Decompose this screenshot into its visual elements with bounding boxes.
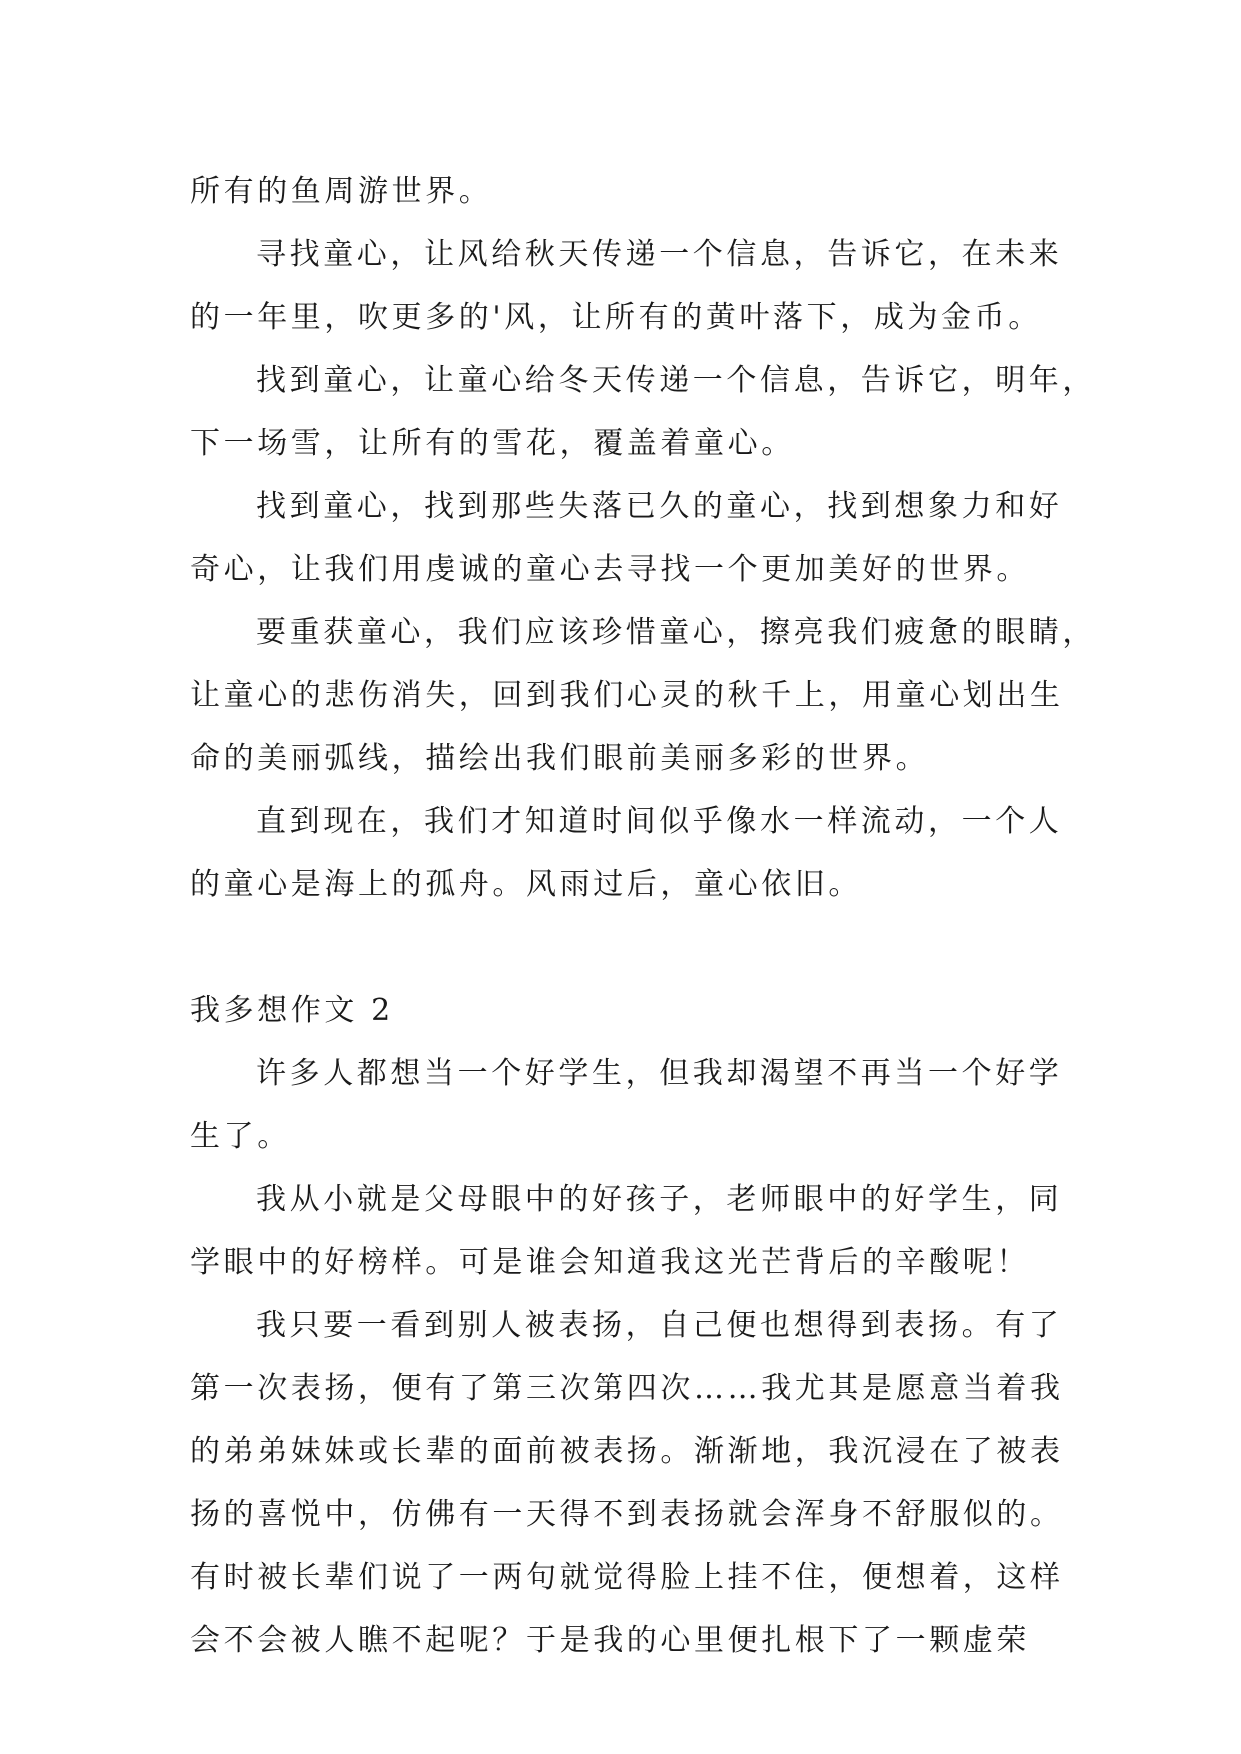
text-line: 许多人都想当一个好学生，但我却渴望不再当一个好学	[256, 1056, 1063, 1091]
text-line: 的童心是海上的孤舟。风雨过后，童心依旧。	[190, 867, 862, 902]
paragraph	[190, 223, 1070, 349]
text-line: 的一年里，吹更多的'风，让所有的黄叶落下，成为金币。	[190, 300, 1042, 335]
text-line: 直到现在，我们才知道时间似乎像水一样流动，一个人	[256, 804, 1063, 839]
text-line: 第一次表扬，便有了第三次第四次……我尤其是愿意当着我	[190, 1371, 1064, 1406]
text-line: 下一场雪，让所有的雪花，覆盖着童心。	[190, 426, 795, 461]
text-line: 找到童心，找到那些失落已久的童心，找到想象力和好	[256, 489, 1063, 524]
document-body	[190, 160, 1096, 1672]
paragraph	[190, 790, 1070, 916]
text-line: 生了。	[190, 1119, 291, 1154]
text-line: 会不会被人瞧不起呢？于是我的心里便扎根下了一颗虚荣	[190, 1623, 1030, 1658]
paragraph	[190, 349, 1096, 475]
essay-title: 我多想作文 2	[190, 993, 394, 1028]
text-line: 有时被长辈们说了一两句就觉得脸上挂不住，便想着，这样	[190, 1560, 1064, 1595]
paragraph	[190, 1042, 1070, 1168]
paragraph	[190, 601, 1096, 790]
paragraph	[190, 475, 1070, 601]
paragraph	[190, 1168, 1070, 1294]
text-line: 命的美丽弧线，描绘出我们眼前美丽多彩的世界。	[190, 741, 930, 776]
text-line: 奇心，让我们用虔诚的童心去寻找一个更加美好的世界。	[190, 552, 1030, 587]
text-line: 我只要一看到别人被表扬，自己便也想得到表扬。有了	[256, 1308, 1063, 1343]
paragraph	[190, 1294, 1070, 1672]
text-line: 找到童心，让童心给冬天传递一个信息，告诉它，明年，	[256, 363, 1096, 398]
text-line: 让童心的悲伤消失，回到我们心灵的秋千上，用童心划出生	[190, 678, 1064, 713]
text-line: 要重获童心，我们应该珍惜童心，擦亮我们疲惫的眼睛，	[256, 615, 1096, 650]
text-line: 我从小就是父母眼中的好孩子，老师眼中的好学生，同	[256, 1182, 1063, 1217]
text-line: 学眼中的好榜样。可是谁会知道我这光芒背后的辛酸呢！	[190, 1245, 1030, 1280]
text-line: 扬的喜悦中，仿佛有一天得不到表扬就会浑身不舒服似的。	[190, 1497, 1064, 1532]
text-line: 的弟弟妹妹或长辈的面前被表扬。渐渐地，我沉浸在了被表	[190, 1434, 1064, 1469]
text-line: 寻找童心，让风给秋天传递一个信息，告诉它，在未来	[256, 237, 1063, 272]
text-line: 所有的鱼周游世界。	[190, 174, 493, 209]
section-gap	[190, 916, 1070, 979]
